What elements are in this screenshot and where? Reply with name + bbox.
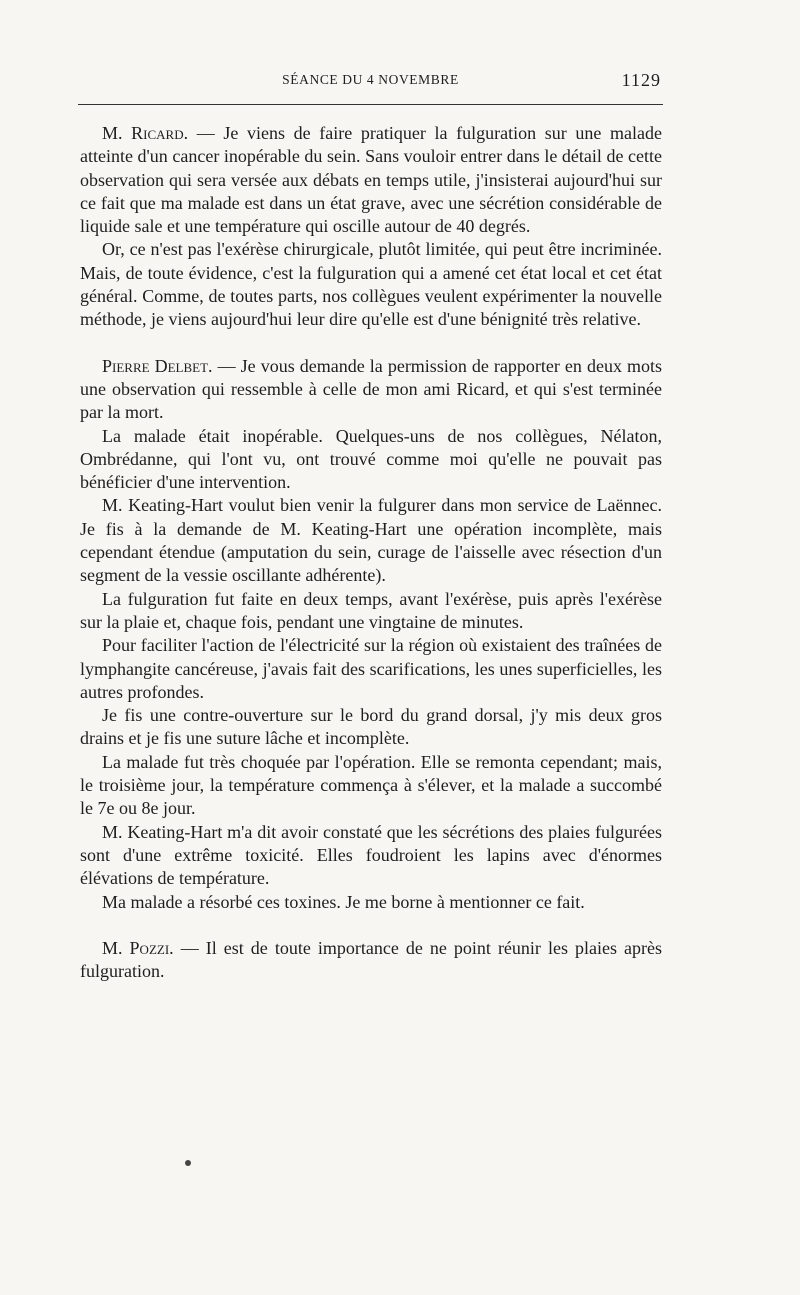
paragraph-text: Ma malade a résorbé ces toxines. Je me borne à mentionner ce fait.: [102, 891, 585, 912]
paragraph-text: — Je vous demande la permission de rapporter en deux mots une observation qui ressemble à celle de mon ami Ricard, et qui s'est terminée par la mort.: [80, 355, 663, 423]
running-title: SÉANCE DU 4 NOVEMBRE: [282, 72, 459, 87]
paragraph: [80, 355, 662, 425]
paragraph: [80, 494, 662, 587]
paragraph-text: — Je viens de faire pratiquer la fulguration sur une malade atteinte d'un cancer inopérable du sein. Sans vouloir entrer dans le détail de cette observation qui sera versée aux débats en temps utile, j'insisterai aujourd'hui sur ce fait que ma malade est dans un état grave, avec une sécrétion considérable de liquide sale et une température qui oscille autour de 40 degrés.: [80, 123, 662, 237]
body-text: [80, 122, 662, 983]
paragraph-text: Or, ce n'est pas l'exérèse chirurgicale, plutôt limitée, qui peut être incriminée. Mais, de toute évidence, c'est la fulguration qui a amené cet état local et cet état général. Comme, de toutes parts, nos collègues veulent expérimenter la nouvelle méthode, je viens aujourd'hui leur dire qu'elle est d'une bénignité très relative.: [80, 239, 662, 330]
paragraph: [80, 588, 662, 635]
paragraph: [80, 751, 662, 821]
paragraph-text: Je fis une contre-ouverture sur le bord du grand dorsal, j'y mis deux gros drains et je fis une suture lâche et incomplète.: [80, 705, 662, 749]
paragraph: [80, 891, 662, 914]
paragraph: [80, 821, 662, 891]
paragraph-text: M. Keating-Hart voulut bien venir la fulgurer dans mon service de Laënnec. Je fis à la demande de M. Keating-Hart une opération incomplète, mais cependant étendue (amputation du sein, curage de l'aisselle avec résection d'un segment de la vessie oscillante adhérente).: [80, 495, 662, 586]
paragraph-text: M. Keating-Hart m'a dit avoir constaté que les sécrétions des plaies fulgurées sont d'une extrême toxicité. Elles foudroient les lapins avec d'énormes élévations de température.: [80, 821, 662, 889]
paragraph: [80, 634, 662, 704]
paragraph: [80, 238, 662, 331]
paragraph-text: La malade était inopérable. Quelques-uns de nos collègues, Nélaton, Ombrédanne, qui l'ont vu, ont trouvé comme moi qu'elle ne pouvait pas bénéficier d'une intervention.: [80, 425, 662, 493]
paragraph: [80, 425, 662, 495]
paragraph: [80, 937, 662, 984]
paragraph-text: La malade fut très choquée par l'opération. Elle se remonta cependant; mais, le troisième jour, la température commença à s'élever, et la malade a succombé le 7e ou 8e jour.: [80, 751, 662, 819]
paragraph-text: Pour faciliter l'action de l'électricité sur la région où existaient des traînées de lymphangite cancéreuse, j'avais fait des scarifications, les unes superficielles, les autres profondes.: [80, 635, 662, 702]
speaker-name: Pierre Delbet.: [102, 355, 213, 376]
speaker-name: M. Ricard.: [102, 123, 189, 143]
page-header: [78, 70, 663, 96]
paragraph-text: — Il est de toute importance de ne point réunir les plaies après fulguration.: [80, 937, 662, 982]
end-ornament: [185, 1160, 191, 1166]
paragraph-text: La fulguration fut faite en deux temps, avant l'exérèse, puis après l'exérèse sur la plaie et, chaque fois, pendant une vingtaine de minutes.: [80, 588, 662, 632]
speaker-name: M. Pozzi.: [102, 937, 174, 958]
paragraph: [80, 704, 662, 751]
paragraph: [80, 122, 662, 238]
header-rule: [78, 104, 663, 105]
page-number: 1129: [621, 70, 661, 90]
